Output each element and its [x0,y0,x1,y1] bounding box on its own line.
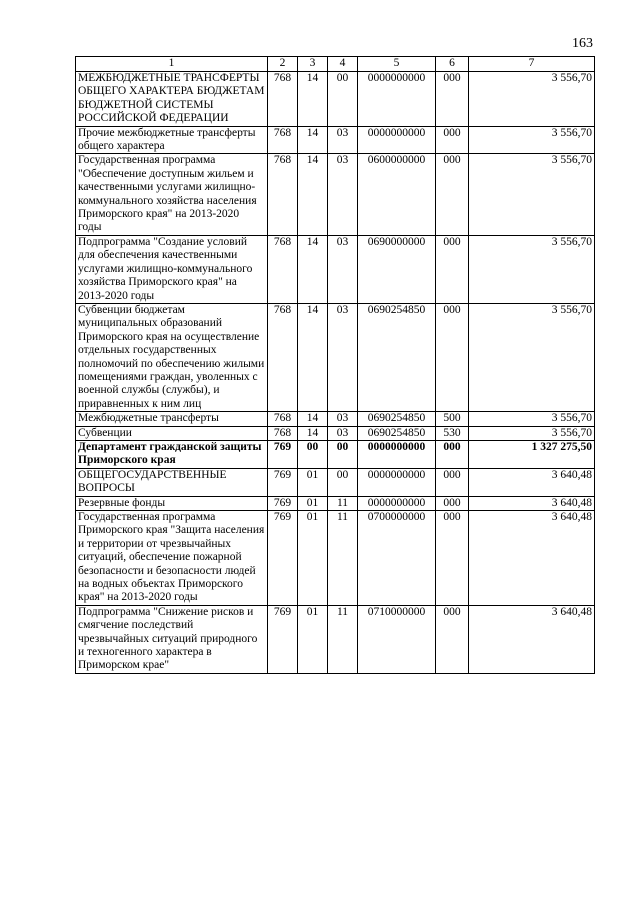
subsection-code-cell: 03 [328,154,358,235]
expense-type-cell: 000 [436,496,469,510]
table-row [76,154,595,235]
section-code-cell: 01 [298,605,328,673]
amount-cell: 3 556,70 [469,126,595,154]
section-code-cell: 00 [298,440,328,468]
expense-type-cell: 530 [436,426,469,440]
row-name-cell: Прочие межбюджетные трансферты общего характера [76,126,268,154]
subsection-code-cell: 03 [328,235,358,303]
target-article-cell: 0710000000 [358,605,436,673]
expense-type-cell: 500 [436,412,469,426]
table-row [76,412,595,426]
subsection-code-cell: 11 [328,605,358,673]
row-name-cell: Подпрограмма "Создание условий для обеспечения качественными услугами жилищно-коммунального хозяйства Приморского края" на 2013-2020 годы [76,235,268,303]
admin-code-cell: 769 [268,440,298,468]
subsection-code-cell: 00 [328,468,358,496]
section-code-cell: 01 [298,468,328,496]
target-article-cell: 0690254850 [358,412,436,426]
expense-type-cell: 000 [436,154,469,235]
row-name-cell: Резервные фонды [76,496,268,510]
expense-type-cell: 000 [436,511,469,606]
admin-code-cell: 768 [268,412,298,426]
section-code-cell: 14 [298,412,328,426]
section-code-cell: 14 [298,154,328,235]
column-header: 2 [268,57,298,72]
subsection-code-cell: 03 [328,412,358,426]
admin-code-cell: 768 [268,126,298,154]
table-body [76,72,595,674]
amount-cell: 3 556,70 [469,303,595,411]
target-article-cell: 0700000000 [358,511,436,606]
amount-cell: 3 640,48 [469,605,595,673]
expense-type-cell: 000 [436,468,469,496]
target-article-cell: 0600000000 [358,154,436,235]
amount-cell: 3 556,70 [469,235,595,303]
column-header: 6 [436,57,469,72]
table-header-row [76,57,595,72]
admin-code-cell: 768 [268,426,298,440]
admin-code-cell: 769 [268,511,298,606]
page-number: 163 [572,36,593,51]
admin-code-cell: 769 [268,496,298,510]
target-article-cell: 0000000000 [358,72,436,127]
table-row [76,303,595,411]
table-row [76,426,595,440]
target-article-cell: 0690254850 [358,303,436,411]
amount-cell: 3 640,48 [469,468,595,496]
section-code-cell: 14 [298,235,328,303]
table-row [76,605,595,673]
section-code-cell: 01 [298,496,328,510]
expense-type-cell: 000 [436,605,469,673]
expense-type-cell: 000 [436,440,469,468]
row-name-cell: Государственная программа "Обеспечение доступным жильем и качественными услугами жилищно-коммунального хозяйства населения Приморского края" на 2013-2020 годы [76,154,268,235]
column-header: 4 [328,57,358,72]
row-name-cell: ОБЩЕГОСУДАРСТВЕННЫЕ ВОПРОСЫ [76,468,268,496]
admin-code-cell: 769 [268,468,298,496]
row-name-cell: Межбюджетные трансферты [76,412,268,426]
column-header: 5 [358,57,436,72]
table-row [76,468,595,496]
subsection-code-cell: 11 [328,496,358,510]
row-name-cell: МЕЖБЮДЖЕТНЫЕ ТРАНСФЕРТЫ ОБЩЕГО ХАРАКТЕРА БЮДЖЕТАМ БЮДЖЕТНОЙ СИСТЕМЫ РОССИЙСКОЙ ФЕДЕРАЦИИ [76,72,268,127]
amount-cell: 3 556,70 [469,412,595,426]
section-code-cell: 01 [298,511,328,606]
row-name-cell: Подпрограмма "Снижение рисков и смягчение последствий чрезвычайных ситуаций природного и техногенного характера в Приморском крае" [76,605,268,673]
target-article-cell: 0000000000 [358,126,436,154]
row-name-cell: Субвенции [76,426,268,440]
admin-code-cell: 768 [268,235,298,303]
target-article-cell: 0000000000 [358,468,436,496]
amount-cell: 3 640,48 [469,511,595,606]
row-name-cell: Департамент гражданской защиты Приморского края [76,440,268,468]
subsection-code-cell: 03 [328,126,358,154]
column-header: 3 [298,57,328,72]
admin-code-cell: 769 [268,605,298,673]
expense-type-cell: 000 [436,126,469,154]
table-row [76,511,595,606]
table-row [76,235,595,303]
amount-cell: 3 556,70 [469,72,595,127]
amount-cell: 3 640,48 [469,496,595,510]
table-row [76,440,595,468]
subsection-code-cell: 03 [328,303,358,411]
subsection-code-cell: 00 [328,440,358,468]
amount-cell: 3 556,70 [469,154,595,235]
row-name-cell: Государственная программа Приморского края "Защита населения и территории от чрезвычайных ситуаций, обеспечение пожарной безопасности и безопасности людей на водных объектах Приморского края" на 2013-2020 годы [76,511,268,606]
section-code-cell: 14 [298,303,328,411]
subsection-code-cell: 03 [328,426,358,440]
amount-cell: 3 556,70 [469,426,595,440]
subsection-code-cell: 11 [328,511,358,606]
target-article-cell: 0690000000 [358,235,436,303]
subsection-code-cell: 00 [328,72,358,127]
section-code-cell: 14 [298,426,328,440]
target-article-cell: 0000000000 [358,440,436,468]
admin-code-cell: 768 [268,154,298,235]
admin-code-cell: 768 [268,303,298,411]
target-article-cell: 0690254850 [358,426,436,440]
budget-table [75,56,595,674]
expense-type-cell: 000 [436,72,469,127]
section-code-cell: 14 [298,72,328,127]
expense-type-cell: 000 [436,303,469,411]
column-header: 1 [76,57,268,72]
column-header: 7 [469,57,595,72]
amount-cell: 1 327 275,50 [469,440,595,468]
table-row [76,126,595,154]
target-article-cell: 0000000000 [358,496,436,510]
section-code-cell: 14 [298,126,328,154]
expense-type-cell: 000 [436,235,469,303]
row-name-cell: Субвенции бюджетам муниципальных образований Приморского края на осуществление отдельных государственных полномочий по обеспечению жилыми помещениями граждан, уволенных с военной службы (службы), и приравненных к ним лиц [76,303,268,411]
table-row [76,496,595,510]
table-row [76,72,595,127]
admin-code-cell: 768 [268,72,298,127]
